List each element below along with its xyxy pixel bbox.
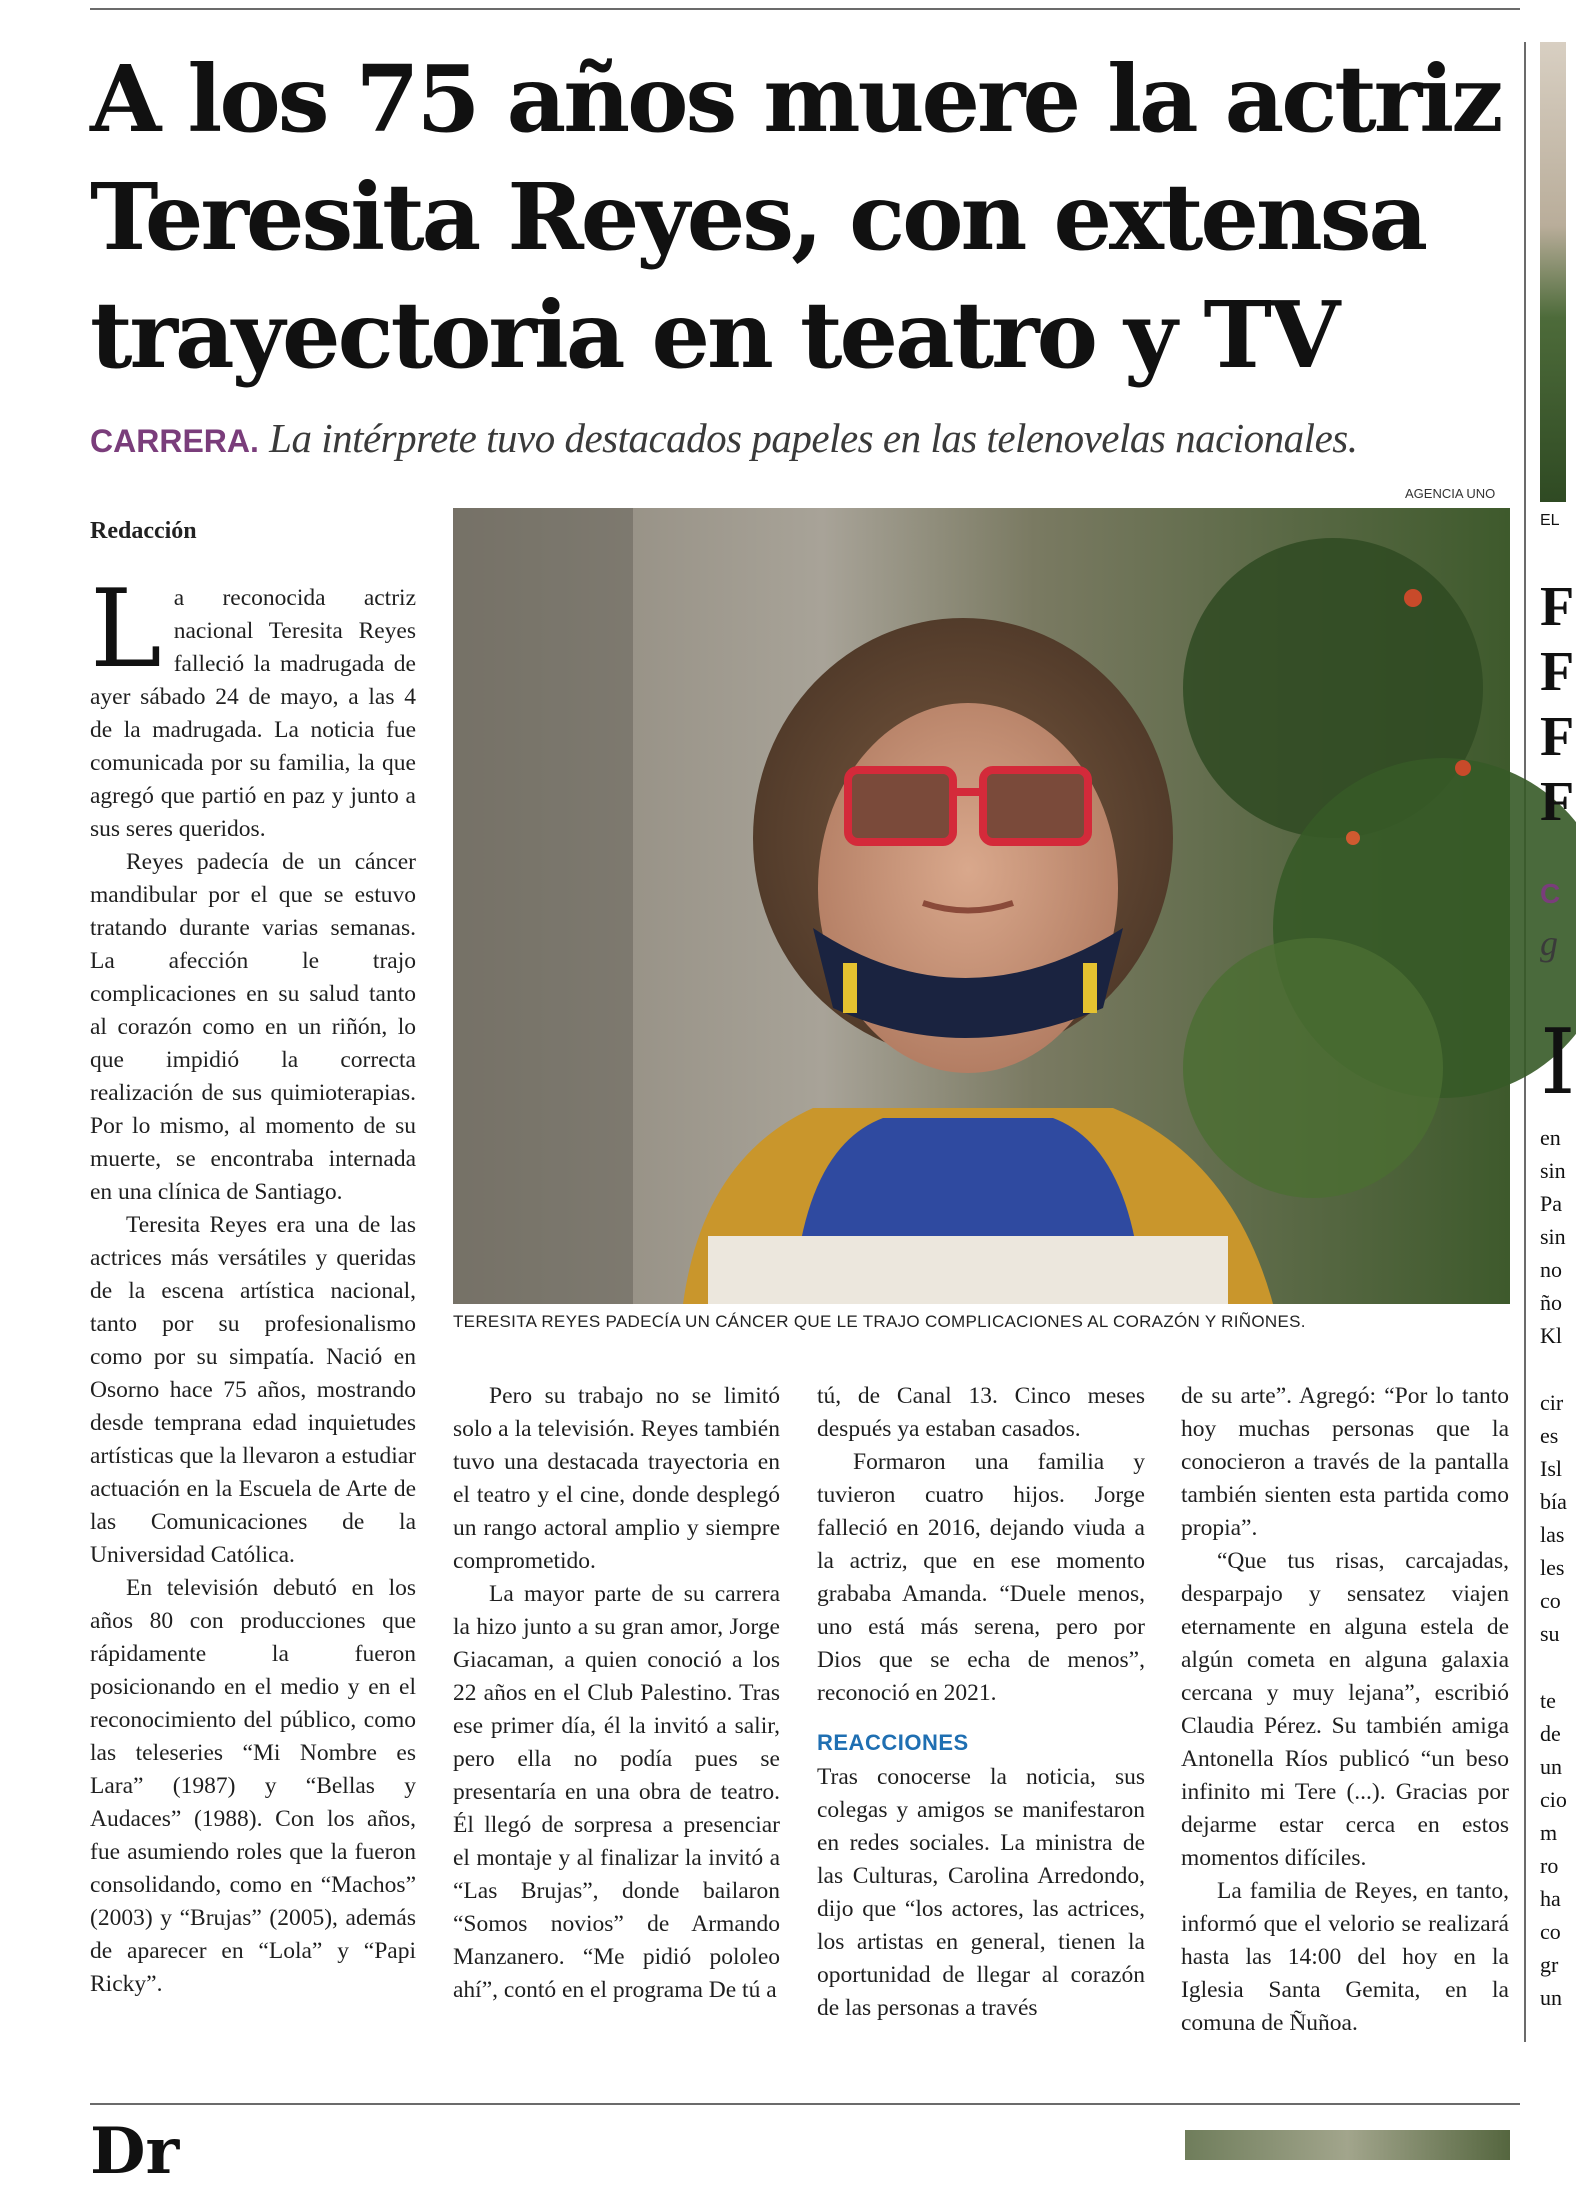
adjacent-article-strip — [1528, 0, 1576, 2150]
adjacent-line-22: ha — [1540, 1886, 1561, 1911]
adjacent-headline-4: F — [1540, 771, 1575, 833]
adjacent-line-25: un — [1540, 1985, 1562, 2010]
adjacent-line-19: cio — [1540, 1787, 1567, 1812]
adjacent-headline-3: F — [1540, 706, 1575, 768]
paragraph-2: Reyes padecía de un cáncer mandibular por el que se estuvo tratando durante varias semanas. La afección le trajo complicaciones en su salud tanto al corazón como en un riñón, lo que impidió la correcta realización de sus quimioterapias. Por lo mismo, al momento de su muerte, se encontraba internada en una clínica de Santiago. — [90, 849, 416, 1205]
photo-credit: AGENCIA UNO — [1405, 486, 1496, 501]
subheadline-text: La intérprete tuvo destacados papeles en las telenovelas nacionales. — [269, 415, 1358, 461]
adjacent-line-13: les — [1540, 1555, 1565, 1580]
section-tag: CARRERA. — [90, 423, 259, 459]
paragraph-5: Pero su trabajo no se limitó solo a la televisión. Reyes también tuvo una destacada trayectoria en el teatro y el cine, donde desplegó un rango actoral amplio y siempre comprometido. — [453, 1383, 780, 1574]
adjacent-tag: C — [1540, 878, 1561, 909]
paragraph-9: “Que tus risas, carcajadas, desparpajo y sensatez viajen eternamente en alguna estela de algún cometa en alguna galaxia cercana y muy lejana”, escribió Claudia Pérez. Su también amiga Antonella Ríos publicó “un beso infinito mi Tere (...). Gracias por dejarme estar cerca en estos momentos difíciles. — [1181, 1548, 1509, 1871]
adjacent-line-17: de — [1540, 1721, 1561, 1746]
article-column-1 — [90, 567, 416, 2001]
article-column-4 — [1181, 1380, 1509, 2040]
adjacent-line-14: co — [1540, 1588, 1561, 1613]
next-article-headline: Dr — [90, 2114, 180, 2189]
adjacent-headline-1: F — [1540, 576, 1575, 638]
paragraph-4: En televisión debutó en los años 80 con producciones que rápidamente la fueron posicionando en el medio y en el reconocimiento del público, como las teleseries “Mi Nombre es Lara” (1987) y “Bellas y Audaces” (1988). Con los años, fue asumiendo roles que la fueron consolidando, como en “Machos” (2003) y “Brujas” (2005), además de aparecer en “Lola” y “Papi Ricky”. — [90, 1575, 416, 1997]
article-column-3 — [817, 1380, 1145, 2025]
next-article-photo — [1185, 2130, 1510, 2160]
adjacent-line-5: no — [1540, 1257, 1562, 1282]
paragraph-6: La mayor parte de su carrera la hizo junto a su gran amor, Jorge Giacaman, a quien conoció a los 22 años en el Club Palestino. Tras ese primer día, él la invitó a salir, pero ella no podía pues se presentaría en una obra de teatro. Él llegó de sorpresa a presenciar el montaje y al finalizar la invitó a “Las Brujas”, donde bailaron “Somos novios” de Armando Manzanero. “Me pidió pololeo ahí”, contó en el programa De tú a — [453, 1581, 780, 2003]
adjacent-headline-2: F — [1540, 641, 1575, 703]
subheadline — [90, 412, 1510, 467]
paragraph-7: Formaron una familia y tuvieron cuatro hijos. Jorge falleció en 2016, dejando viuda a la actriz, que en ese momento grababa Amanda. “Duele menos, uno está más serena, pero por Dios que se echa de menos”, reconoció en 2021. — [817, 1449, 1145, 1706]
adjacent-line-15: su — [1540, 1621, 1560, 1646]
adjacent-line-24: gr — [1540, 1952, 1559, 1977]
article-photo — [453, 508, 1510, 1304]
article-column-2 — [453, 1380, 780, 2007]
adjacent-subhead: g — [1540, 923, 1558, 963]
photo-caption: TERESITA REYES PADECÍA UN CÁNCER QUE LE TRAJO COMPLICACIONES AL CORAZÓN Y RIÑONES. — [453, 1312, 1306, 1331]
adjacent-line-18: un — [1540, 1754, 1562, 1779]
adjacent-line-11: bía — [1540, 1489, 1567, 1514]
adjacent-line-4: sin — [1540, 1224, 1566, 1249]
adjacent-dropcap: I — [1540, 1010, 1576, 1115]
bottom-rule — [90, 2103, 1520, 2105]
byline: Redacción — [90, 518, 197, 544]
drop-cap: L — [90, 567, 162, 692]
paragraph-8-continued: de su arte”. Agregó: “Por lo tanto hoy muchas personas que la conocieron a través de la pantalla también sienten esta partida como propia”. — [1181, 1383, 1509, 1541]
adjacent-line-2: sin — [1540, 1158, 1566, 1183]
adjacent-line-12: las — [1540, 1522, 1565, 1547]
adjacent-caption: EL — [1540, 512, 1560, 529]
adjacent-line-21: ro — [1540, 1853, 1559, 1878]
paragraph-10: La familia de Reyes, en tanto, informó que el velorio se realizará hasta las 14:00 del hoy en la Iglesia Santa Gemita, en la comuna de Ñuñoa. — [1181, 1878, 1509, 2036]
adjacent-line-6: ño — [1540, 1290, 1562, 1315]
adjacent-line-16: te — [1540, 1688, 1556, 1713]
top-rule — [90, 8, 1520, 10]
paragraph-6-continued: tú, de Canal 13. Cinco meses después ya estaban casados. — [817, 1383, 1145, 1442]
adjacent-line-10: Isl — [1540, 1456, 1562, 1481]
adjacent-line-7: Kl — [1540, 1323, 1562, 1348]
adjacent-line-9: es — [1540, 1423, 1559, 1448]
paragraph-8: Tras conocerse la noticia, sus colegas y amigos se manifestaron en redes sociales. La ministra de las Culturas, Carolina Arredondo, dijo que “los actores, las actrices, los artistas en general, tienen la oportunidad de llegar al corazón de las personas a través — [817, 1764, 1145, 2021]
adjacent-line-1: en — [1540, 1125, 1561, 1150]
paragraph-1 — [90, 567, 416, 846]
adjacent-line-3: Pa — [1540, 1191, 1562, 1216]
adjacent-line-20: m — [1540, 1820, 1558, 1845]
paragraph-1-text: a reconocida actriz nacional Teresita Reyes falleció la madrugada de ayer sábado 24 de mayo, a las 4 de la madrugada. La noticia fue comunicada por su familia, la que agregó que partió en paz y junto a sus seres queridos. — [90, 585, 416, 842]
reactions-heading: REACCIONES — [817, 1730, 969, 1755]
adjacent-photo — [1540, 42, 1566, 502]
adjacent-line-23: co — [1540, 1919, 1561, 1944]
adjacent-line-8: cir — [1540, 1390, 1564, 1415]
paragraph-3: Teresita Reyes era una de las actrices más versátiles y queridas de la escena artística nacional, tanto por su profesionalismo como por su simpatía. Nació en Osorno hace 75 años, mostrando desde temprana edad inquietudes artísticas que la llevaron a estudiar actuación en la Escuela de Arte de las Comunicaciones de la Universidad Católica. — [90, 1212, 416, 1568]
headline: A los 75 años muere la actriz Teresita Reyes, con extensa trayectoria en teatro y TV — [90, 45, 1501, 389]
